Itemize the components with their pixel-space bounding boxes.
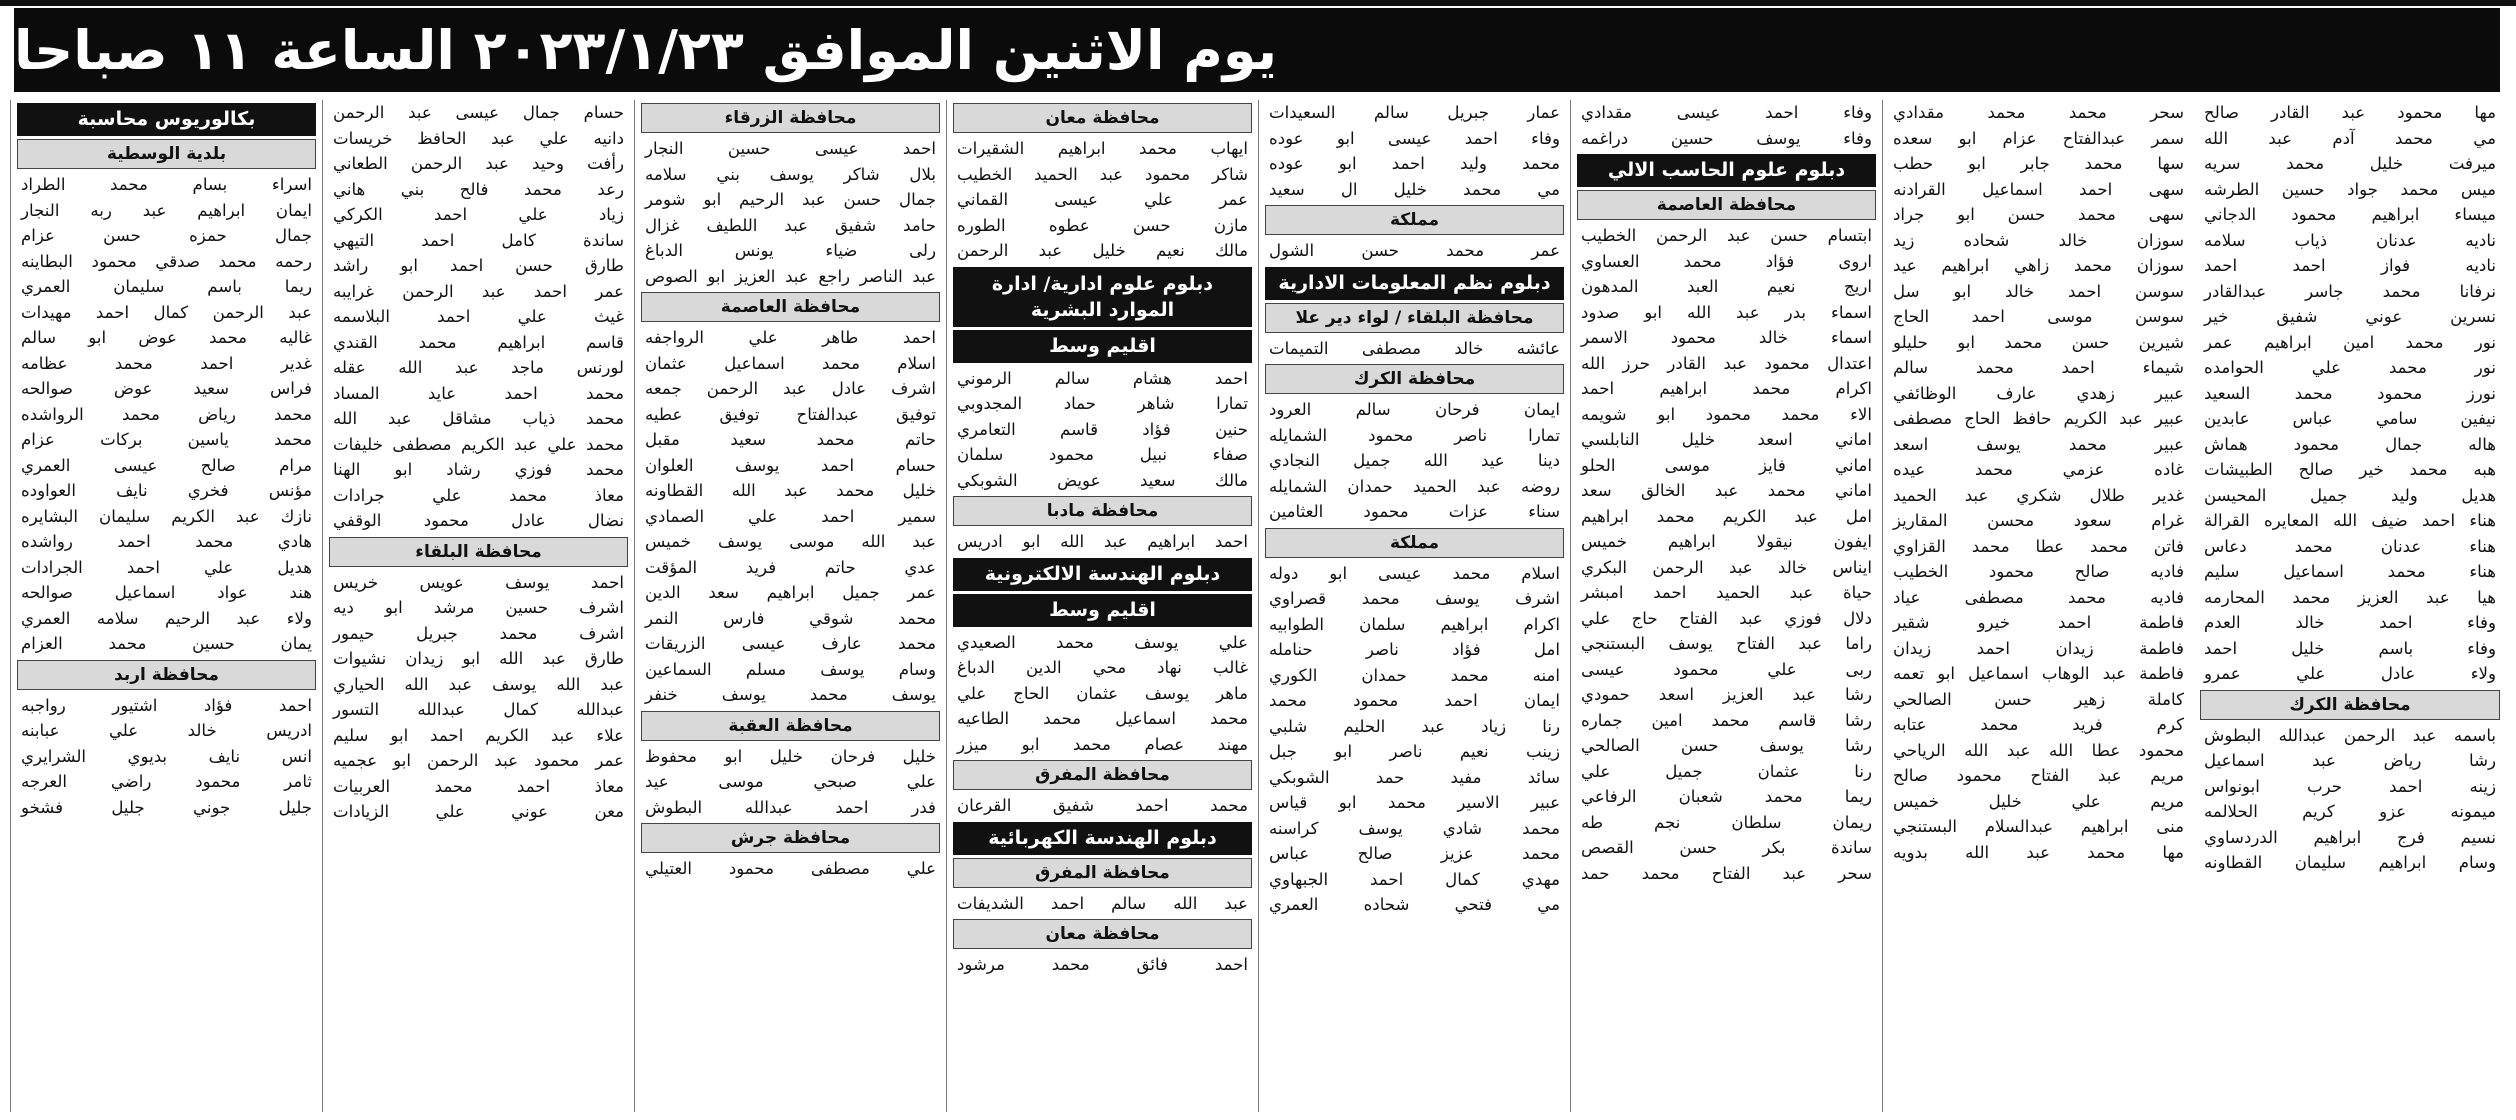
candidate-name: وسام ابراهيم سليمان القطاونه — [2204, 853, 2496, 872]
candidate-name: اكرام محمد ابراهيم احمد — [1581, 379, 1872, 398]
candidate-name: ساندة كامل احمد التيهي — [333, 230, 624, 250]
candidate-name: امنه محمد حمدان الكوري — [1269, 665, 1560, 685]
column-6 — [1570, 100, 1882, 1112]
candidate-name: باسمه عبد الرحمن عبدالله البطوش — [2204, 725, 2496, 745]
candidate-name: احمد يوسف عويس خريس — [333, 572, 624, 592]
candidate-name: ثامر محمود راضي العرجه — [21, 772, 312, 791]
candidate-name: مالك نعيم خليل عبد الرحمن — [957, 241, 1248, 260]
section-heading: محافظة البلقاء / لواء دير علا — [1265, 303, 1564, 333]
section-heading: دبلوم الهندسة الالكترونية — [953, 558, 1252, 591]
candidate-name: عبد الله يوسف عبد الله الحياري — [333, 674, 624, 694]
candidate-name: ولاء عادل علي عمرو — [2204, 664, 2496, 683]
candidate-name: قاسم ابراهيم محمد القندي — [333, 332, 624, 352]
candidate-name: محمد رياض محمد الرواشده — [21, 404, 312, 424]
candidate-name: اسلام محمد عيسى ابو دوله — [1269, 563, 1560, 583]
candidate-name: مرام صالح عيسى العمري — [21, 455, 312, 475]
candidate-name: ريمان سلطان نجم طه — [1581, 812, 1872, 832]
candidate-name: انس نايف بديوي الشرايري — [21, 746, 312, 766]
candidate-name: ناديه فواز احمد احمد — [2204, 256, 2496, 275]
candidate-name: وسام يوسف مسلم السماعين — [645, 659, 936, 679]
section-heading: محافظة الزرقاء — [641, 103, 940, 133]
candidate-name: غدير احمد محمد عظامه — [21, 353, 312, 373]
candidate-name: هاله جمال محمود هماش — [2204, 434, 2496, 454]
section-heading: محافظة الكرك — [2200, 690, 2500, 720]
candidate-name: غيث علي احمد البلاسمه — [333, 307, 624, 326]
section-heading: اقليم وسط — [953, 330, 1252, 363]
candidate-name: سمر عبدالفتاح عزام ابو سعده — [1893, 128, 2184, 148]
candidate-name: مي محمد آدم عبد الله — [2204, 128, 2496, 148]
section-heading: محافظة معان — [953, 919, 1252, 949]
candidate-name: حياة عبد الحميد احمد امبشر — [1581, 583, 1872, 602]
candidate-name: فاتن محمد عطا محمد القزاوي — [1893, 536, 2184, 556]
candidate-name: معن عوني علي الزيادات — [333, 802, 624, 821]
candidate-name: نضال عادل محمود الوقفي — [333, 511, 624, 530]
section-heading: محافظة معان — [953, 103, 1252, 133]
candidate-name: علي صبحي موسى عيد — [645, 772, 936, 791]
candidate-name: ربى علي محمود عيسى — [1581, 659, 1872, 679]
candidate-name: سها محمد جابر ابو حطب — [1893, 154, 2184, 173]
candidate-name: ايمان ابراهيم عبد ربه النجار — [21, 200, 312, 220]
candidate-name: الاء محمد محمود ابو شويمه — [1581, 404, 1872, 424]
candidate-name: علي يوسف محمد الصعيدي — [957, 632, 1248, 652]
candidate-name: رشا عبد العزيز اسعد حمودي — [1581, 685, 1872, 704]
candidate-name: محمد عارف عيسى الزريقات — [645, 634, 936, 653]
candidate-name: سوزان محمد زاهي ابراهيم عيد — [1893, 256, 2184, 275]
candidate-name: فاطمة زيدان احمد زيدان — [1893, 638, 2184, 658]
candidate-name: ايفون نيقولا ابراهيم خميس — [1581, 532, 1872, 551]
candidate-name: ساندة بكر حسن القصص — [1581, 838, 1872, 857]
candidate-name: زينب نعيم ناصر ابو جبل — [1269, 742, 1560, 761]
candidate-name: محمد شادي يوسف كراسنه — [1269, 818, 1560, 838]
candidate-name: رنا زياد عبد الحليم شلبي — [1269, 716, 1560, 736]
candidate-name: فدر احمد عبدالله البطوش — [645, 797, 936, 817]
candidate-name: عبد الله موسى يوسف خميس — [645, 532, 936, 551]
candidate-name: بلال شاكر يوسف بني سلامه — [645, 164, 936, 184]
section-heading: محافظة مادبا — [953, 496, 1252, 526]
candidate-name: ريما محمد شعبان الرفاعي — [1581, 787, 1872, 806]
section-heading: اقليم وسط — [953, 594, 1252, 627]
candidate-name: ابتسام حسن عبد الرحمن الخطيب — [1581, 226, 1872, 245]
section-heading: مملكة — [1265, 205, 1564, 235]
candidate-name: عمار جبريل سالم السعيدات — [1269, 103, 1560, 122]
section-heading: دبلوم علوم الحاسب الالي — [1577, 154, 1876, 187]
candidate-name: يمان حسين محمد العزام — [21, 634, 312, 653]
candidate-name: مهند عصام محمد ابو ميزر — [957, 734, 1248, 754]
candidate-name: فاطمة احمد خيرو شقير — [1893, 613, 2184, 632]
candidate-name: زياد علي احمد الكركي — [333, 205, 624, 224]
candidate-name: رعد محمد فالح بني هاني — [333, 179, 624, 199]
date-banner-text: يوم الاثنين الموافق ٢٠٢٣/١/٢٣ الساعة ١١ صباحا — [14, 18, 1278, 82]
candidate-name: احمد فائق محمد مرشود — [957, 955, 1248, 974]
candidate-name: مها محمد عبد الله بدويه — [1893, 842, 2184, 862]
candidate-name: محمد فوزي رشاد ابو الهنا — [333, 460, 624, 479]
candidate-name: امل عبد الكريم محمد ابراهيم — [1581, 506, 1872, 526]
column-1 — [10, 100, 322, 1112]
candidate-name: جمال حسن عبد الرحيم ابو شومر — [645, 190, 936, 209]
candidate-name: طارق حسن احمد ابو راشد — [333, 256, 624, 275]
candidate-name: رلى ضياء يونس الدباغ — [645, 241, 936, 260]
candidate-name: فاطمة عبد الوهاب اسماعيل ابو تعمه — [1893, 664, 2184, 683]
candidate-name: اروى فؤاد محمد العساوي — [1581, 251, 1872, 271]
candidate-name: رحمه محمد صدقي محمود البطاينه — [21, 251, 312, 271]
candidate-name: ميساء ابراهيم محمود الدجاني — [2204, 205, 2496, 224]
candidate-name: هناء محمد اسماعيل سليم — [2204, 562, 2496, 581]
section-heading: دبلوم الهندسة الكهربائية — [953, 822, 1252, 855]
candidate-name: وفاء احمد خالد العدم — [2204, 613, 2496, 632]
section-heading: دبلوم علوم ادارية/ ادارة الموارد البشرية — [953, 267, 1252, 327]
candidate-name: ميمونه عزو كريم الحلالمه — [2204, 802, 2496, 821]
columns-container — [10, 100, 2506, 1112]
candidate-name: عائشه خالد مصطفى التميمات — [1269, 338, 1560, 358]
candidate-name: اشرف عادل عبد الرحمن جمعه — [645, 379, 936, 398]
candidate-name: اكرام ابراهيم سلمان الطوابيه — [1269, 614, 1560, 634]
candidate-name: منى ابراهيم عبدالسلام البستنجي — [1893, 817, 2184, 836]
candidate-name: لورنس ماجد عبد الله عقله — [333, 358, 624, 377]
candidate-name: مهدي كمال احمد الجبهاوي — [1269, 869, 1560, 889]
candidate-name: خليل محمد عبد الله القطاونه — [645, 481, 936, 500]
candidate-name: عمر احمد عبد الرحمن غرايبه — [333, 281, 624, 301]
candidate-name: حسام احمد يوسف العلوان — [645, 455, 936, 475]
candidate-name: عمر جميل ابراهيم سعد الدين — [645, 583, 936, 602]
candidate-name: حسام جمال عيسى عبد الرحمن — [333, 103, 624, 122]
section-heading: محافظة جرش — [641, 823, 940, 853]
candidate-name: سوزان خالد شحاده زيد — [1893, 230, 2184, 250]
section-heading: محافظة العاصمة — [641, 292, 940, 322]
candidate-name: محمد ياسين بركات عزام — [21, 430, 312, 449]
candidate-name: محمد شوقي فارس النمر — [645, 608, 936, 628]
candidate-name: غرام سعود محسن المقاريز — [1893, 511, 2184, 530]
candidate-name: شاكر محمود عبد الحميد الخطيب — [957, 164, 1248, 184]
candidate-name: ايمان احمد محمود محمد — [1269, 691, 1560, 710]
candidate-name: سحر عبد الفتاح محمد حمد — [1581, 863, 1872, 883]
candidate-name: عبير زهدي عارف الوظائفي — [1893, 383, 2184, 403]
candidate-name: اسماء خالد محمود الاسمر — [1581, 328, 1872, 347]
candidate-name: مي محمد خليل ال سعيد — [1269, 179, 1560, 199]
candidate-name: محمد وليد احمد ابو عوده — [1269, 154, 1560, 173]
candidate-name: وفاء احمد عيسى ابو عوده — [1269, 128, 1560, 148]
candidate-name: تمارا شاهر حماد المجدوبي — [957, 394, 1248, 413]
candidate-name: خليل فرحان خليل ابو محفوظ — [645, 746, 936, 766]
candidate-name: ادريس خالد علي عبابنه — [21, 721, 312, 740]
candidate-name: امل فؤاد ناصر حنامله — [1269, 640, 1560, 659]
candidate-name: ميس محمد جواد حسين الطرشه — [2204, 179, 2496, 199]
candidate-name: نسيم فرج ابراهيم الدردساوي — [2204, 827, 2496, 847]
candidate-name: غالب نهاد محي الدين الدباغ — [957, 658, 1248, 677]
candidate-name: عبير محمد يوسف اسعد — [1893, 434, 2184, 454]
candidate-name: غاليه محمد عوض ابو سالم — [21, 328, 312, 347]
candidate-name: وفاء يوسف حسين دراغمه — [1581, 128, 1872, 148]
candidate-name: ايهاب محمد ابراهيم الشقيرات — [957, 139, 1248, 158]
candidate-name: احمد هشام سالم الرموني — [957, 368, 1248, 388]
candidate-name: مريم علي خليل خميس — [1893, 791, 2184, 811]
candidate-name: فراس سعيد عوض صوالحه — [21, 379, 312, 398]
candidate-name: نيفين سامي عباس عابدين — [2204, 409, 2496, 428]
candidate-name: مالك سعيد عويض الشوبكي — [957, 470, 1248, 490]
candidate-name: سهى محمد حسن ابو جراد — [1893, 205, 2184, 224]
candidate-name: هبه محمد خير صالح الطبيشات — [2204, 460, 2496, 479]
candidate-name: شيماء احمد محمد سالم — [1893, 358, 2184, 377]
candidate-name: فاديه محمد مصطفى عياد — [1893, 587, 2184, 607]
candidate-name: اريج نعيم العبد المدهون — [1581, 277, 1872, 296]
candidate-name: شيرين حسن محمد ابو حليلو — [1893, 332, 2184, 352]
candidate-name: هند عواد اسماعيل صوالحه — [21, 583, 312, 602]
column-7 — [1882, 100, 2194, 1112]
candidate-name: سمير احمد علي الصمادي — [645, 506, 936, 526]
section-heading: محافظة المفرق — [953, 858, 1252, 888]
column-3 — [634, 100, 946, 1112]
candidate-name: مها محمود عبد القادر صالح — [2204, 103, 2496, 122]
candidate-name: مريم عبد الفتاح محمود صالح — [1893, 766, 2184, 785]
candidate-name: مي فتحي شحاده العمري — [1269, 895, 1560, 914]
candidate-name: حاتم محمد سعيد مقبل — [645, 430, 936, 449]
section-heading: محافظة العاصمة — [1577, 190, 1876, 220]
candidate-name: ايناس خالد عبد الرحمن البكري — [1581, 557, 1872, 577]
candidate-name: اسماء بدر عبد الله ابو صدود — [1581, 302, 1872, 322]
candidate-name: احمد عيسى حسين النجار — [645, 139, 936, 158]
candidate-name: عبدالله كمال عبدالله التسور — [333, 700, 624, 719]
candidate-name: نور محمد امين ابراهيم عمر — [2204, 332, 2496, 352]
candidate-name: ميرفت خليل محمد سريه — [2204, 154, 2496, 173]
candidate-name: عبير عبد الكريم حافظ الحاج مصطفى — [1893, 409, 2184, 428]
candidate-name: سوسن احمد خالد ابو سل — [1893, 281, 2184, 301]
candidate-name: هادي محمد احمد رواشده — [21, 532, 312, 551]
candidate-name: حنين فؤاد قاسم التعامري — [957, 419, 1248, 439]
column-8 — [2194, 100, 2506, 1112]
candidate-name: محمد عزيز صالح عباس — [1269, 844, 1560, 863]
top-rule — [0, 0, 2516, 6]
candidate-name: اماني اسعد خليل النابلسي — [1581, 430, 1872, 449]
candidate-name: علي مصطفى محمود العتيلي — [645, 859, 936, 878]
candidate-name: مازن حسن عطوه الطوره — [957, 215, 1248, 235]
candidate-name: هناء احمد ضيف الله المعايره القرالة — [2204, 511, 2496, 530]
section-heading: محافظة اربد — [17, 660, 316, 690]
candidate-name: رشا قاسم محمد امين جماره — [1581, 710, 1872, 730]
candidate-name: زينه احمد حرب ابونواس — [2204, 776, 2496, 796]
candidate-name: عبد الله سالم احمد الشديفات — [957, 893, 1248, 913]
candidate-name: محمد احمد عايد المساد — [333, 383, 624, 403]
candidate-name: محمد احمد شفيق القرعان — [957, 796, 1248, 815]
candidate-name: نرفانا محمد جاسر عبدالقادر — [2204, 281, 2496, 301]
candidate-name: روضه عبد الحميد حمدان الشمايله — [1269, 476, 1560, 496]
candidate-name: سناء عزات محمود العثامين — [1269, 502, 1560, 521]
candidate-name: معاذ محمد علي جرادات — [333, 485, 624, 505]
candidate-name: يوسف محمد يوسف خنفر — [645, 685, 936, 704]
section-heading: مملكة — [1265, 528, 1564, 558]
candidate-name: هديل علي احمد الجرادات — [21, 557, 312, 577]
candidate-name: اماني محمد عبد الخالق سعد — [1581, 481, 1872, 500]
candidate-name: كرم فريد محمد عتابه — [1893, 715, 2184, 734]
section-heading: بكالوريوس محاسبة — [17, 103, 316, 136]
candidate-name: علاء عبد الكريم احمد ابو سليم — [333, 725, 624, 745]
candidate-name: وفاء احمد عيسى مقدادي — [1581, 103, 1872, 122]
candidate-name: هديل وليد جميل المحيسن — [2204, 485, 2496, 505]
candidate-name: فاديه صالح محمود الخطيب — [1893, 562, 2184, 581]
column-5 — [1258, 100, 1570, 1112]
candidate-name: محمد ذياب مشاقل عبد الله — [333, 409, 624, 428]
candidate-name: اشرف محمد جبريل حيمور — [333, 623, 624, 643]
candidate-name: رنا عثمان جميل علي — [1581, 761, 1872, 781]
section-heading: محافظة المفرق — [953, 760, 1252, 790]
candidate-name: محمود عطا الله عبد الله الرياحي — [1893, 740, 2184, 760]
candidate-name: نازك عبد الكريم سليمان البشايره — [21, 506, 312, 526]
candidate-name: اشرف يوسف محمد قصراوي — [1269, 589, 1560, 608]
candidate-name: رشا يوسف حسن الصالحي — [1581, 736, 1872, 755]
candidate-name: معاذ احمد محمد العربيات — [333, 776, 624, 796]
candidate-name: عدي حاتم فريد المؤقت — [645, 557, 936, 577]
candidate-name: ولاء عبد الرحيم سلامه العمري — [21, 608, 312, 628]
candidate-name: اماني فايز موسى الحلو — [1581, 455, 1872, 475]
candidate-name: محمد علي عبد الكريم مصطفى خليفات — [333, 434, 624, 454]
date-banner — [14, 8, 2500, 92]
candidate-name: اعتدال محمود عبد القادر حرز الله — [1581, 353, 1872, 373]
candidate-name: غدير طلال شكري عبد الحميد — [1893, 485, 2184, 505]
candidate-name: وفاء باسم خليل احمد — [2204, 638, 2496, 658]
candidate-name: هناء عدنان محمد دعاس — [2204, 536, 2496, 556]
candidate-name: كاملة زهير حسن الصالحي — [1893, 689, 2184, 709]
candidate-name: نورز محمود محمد السعيد — [2204, 383, 2496, 403]
section-heading: محافظة الكرك — [1265, 364, 1564, 394]
candidate-name: محمد اسماعيل محمد الطاعيه — [957, 709, 1248, 728]
column-2 — [322, 100, 634, 1112]
candidate-name: دينا عيد الله جميل النجادي — [1269, 451, 1560, 470]
candidate-name: احمد طاهر علي الرواجفه — [645, 328, 936, 347]
candidate-name: ريما باسم سليمان العمري — [21, 277, 312, 296]
candidate-name: احمد فؤاد اشتيور رواجبه — [21, 695, 312, 715]
candidate-name: سائد مفيد حمد الشوبكي — [1269, 767, 1560, 787]
section-heading: محافظة العقبة — [641, 711, 940, 741]
candidate-name: نسرين عوني شفيق خير — [2204, 307, 2496, 326]
candidate-name: جليل جوني جليل فشخو — [21, 797, 312, 817]
candidate-name: عمر محمود عبد الرحمن ابو عجميه — [333, 751, 624, 770]
candidate-name: حامد شفيق عبد اللطيف غزال — [645, 215, 936, 235]
candidate-name: عبير الاسير محمد ابو قياس — [1269, 793, 1560, 812]
candidate-name: عمر محمد حسن الشول — [1269, 241, 1560, 260]
candidate-name: سوسن موسى احمد الحاج — [1893, 307, 2184, 326]
candidate-name: سحر محمد محمد مقدادي — [1893, 103, 2184, 122]
candidate-name: دلال فوزي عبد الفتاح حاج علي — [1581, 608, 1872, 628]
candidate-name: هيا عبد العزيز محمد المحارمه — [2204, 587, 2496, 607]
section-heading: دبلوم نظم المعلومات الادارية — [1265, 267, 1564, 300]
candidate-name: اشرف حسين مرشد ابو ديه — [333, 598, 624, 617]
candidate-name: طارق عبد الله ابو زيدان نشيوات — [333, 649, 624, 668]
section-heading: بلدية الوسطية — [17, 139, 316, 169]
candidate-name: عبد الرحمن كمال احمد مهيدات — [21, 302, 312, 322]
candidate-name: ناديه عدنان ذياب سلامه — [2204, 230, 2496, 250]
candidate-name: جمال حمزه حسن عزام — [21, 226, 312, 245]
candidate-name: رأفت وحيد عبد الرحمن الطعاني — [333, 154, 624, 173]
candidate-name: عمر علي عيسى القماني — [957, 190, 1248, 209]
candidate-name: صفاء نبيل محمود سلمان — [957, 445, 1248, 464]
candidate-name: ايمان فرحان سالم العرود — [1269, 400, 1560, 419]
section-heading: محافظة البلقاء — [329, 537, 628, 567]
candidate-name: نور محمد علي الحوامده — [2204, 358, 2496, 377]
candidate-name: توفيق عبدالفتاح توفيق عطيه — [645, 404, 936, 424]
candidate-name: مؤنس فخري نايف العواوده — [21, 481, 312, 500]
candidate-name: غاده عزمي محمد عيده — [1893, 460, 2184, 479]
candidate-name: دانيه علي عبد الحافظ خريسات — [333, 128, 624, 148]
candidate-name: سهى احمد اسماعيل القرادنه — [1893, 179, 2184, 199]
candidate-name: عبد الناصر راجع عبد العزيز ابو الصوص — [645, 266, 936, 286]
candidate-name: احمد ابراهيم عبد الله ابو ادريس — [957, 532, 1248, 551]
candidate-name: تمارا ناصر محمود الشمايله — [1269, 425, 1560, 445]
candidate-name: اسلام محمد اسماعيل عثمان — [645, 353, 936, 373]
candidate-name: رشا رياض عبد اسماعيل — [2204, 751, 2496, 770]
candidate-name: ماهر يوسف عثمان الحاج علي — [957, 683, 1248, 703]
candidate-name: راما عبد الفتاح يوسف البستنجي — [1581, 634, 1872, 653]
column-4 — [946, 100, 1258, 1112]
candidate-name: اسراء بسام محمد الطراد — [21, 175, 312, 194]
